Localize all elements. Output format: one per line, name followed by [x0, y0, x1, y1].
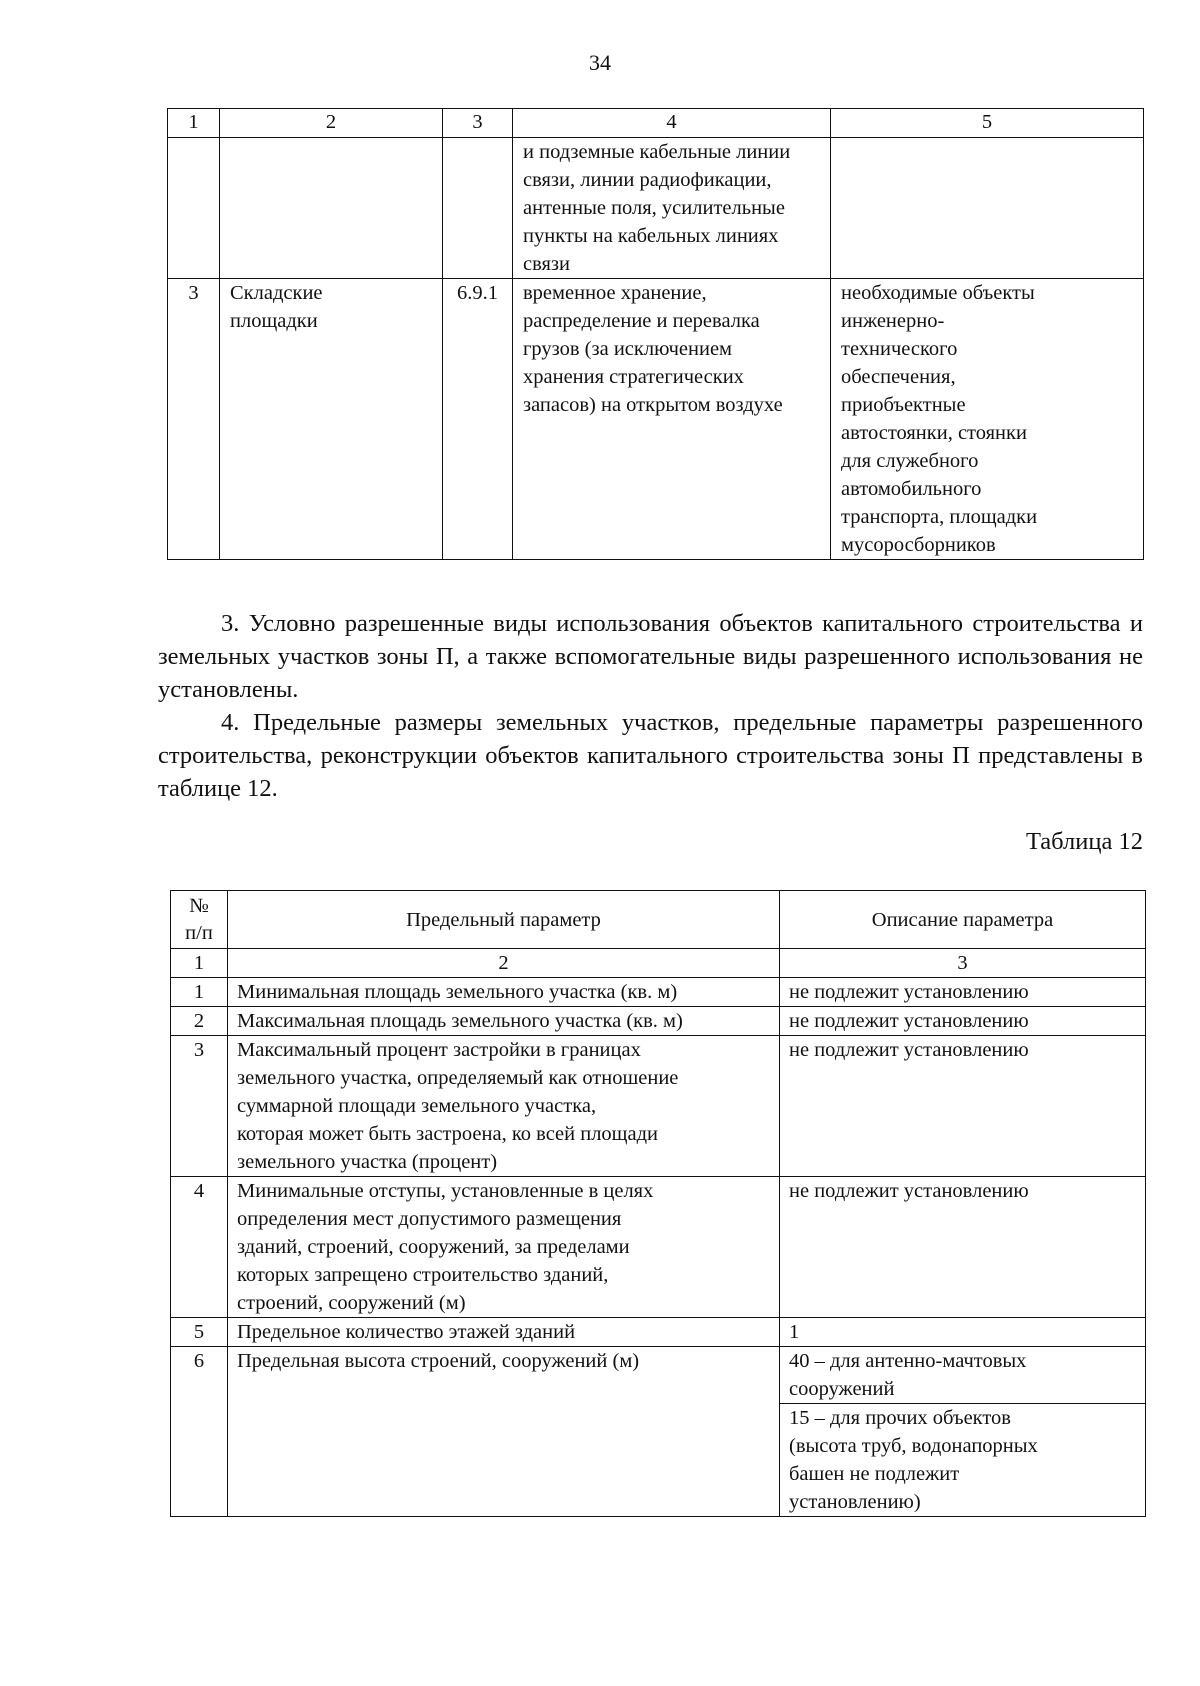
text-line: (высота труб, водонапорных [789, 1435, 1038, 1457]
param-cell [228, 978, 780, 1007]
desc-subcell [780, 1403, 1145, 1516]
desc-cell [780, 1036, 1146, 1177]
col-number: 2 [220, 109, 443, 138]
use-code [443, 138, 513, 279]
text-line: Максимальный процент застройки в границах [237, 1039, 641, 1061]
text-line: хранения стратегических [523, 366, 744, 388]
text-line: распределение и перевалка [523, 310, 760, 332]
text-line: башен не подлежит [789, 1463, 960, 1485]
table-row [171, 1318, 1146, 1347]
row-number: 1 [171, 978, 228, 1007]
text-line: приобъектные [841, 394, 966, 416]
row-number: 4 [171, 1177, 228, 1318]
text-line: обеспечения, [841, 366, 956, 388]
table-row [171, 978, 1146, 1007]
text-line: сооружений [789, 1378, 895, 1400]
col-number: 1 [168, 109, 220, 138]
col-number: 1 [171, 949, 228, 978]
text-line: которых запрещено строительство зданий, [237, 1264, 609, 1286]
param-cell [228, 1177, 780, 1318]
row-number: 3 [171, 1036, 228, 1177]
text-line: не подлежит установлению [789, 981, 1029, 1003]
page-number: 34 [589, 50, 611, 75]
col-number: 3 [443, 109, 513, 138]
header-param: Предельный параметр [228, 891, 780, 949]
limit-parameters-table [170, 890, 1146, 1517]
use-description [513, 138, 831, 279]
text-line: для служебного [841, 450, 979, 472]
column-number-row [171, 949, 1146, 978]
text-line: инженерно- [841, 310, 945, 332]
col-number: 5 [831, 109, 1144, 138]
row-number: 2 [171, 1007, 228, 1036]
param-cell [228, 1347, 780, 1517]
text-line: запасов) на открытом воздухе [523, 394, 783, 416]
text-line: не подлежит установлению [789, 1010, 1029, 1032]
table-caption: Таблица 12 [1025, 828, 1143, 855]
text-line: определения мест допустимого размещения [237, 1208, 622, 1230]
desc-cell [780, 1007, 1146, 1036]
text-line: связи, линии радиофикации, [523, 169, 772, 191]
row-number: 5 [171, 1318, 228, 1347]
paragraph-3 [158, 607, 1143, 706]
header-num [171, 891, 228, 949]
text-line: грузов (за исключением [523, 338, 733, 360]
text-line: строений, сооружений (м) [237, 1292, 466, 1314]
text-line: и подземные кабельные линии [523, 141, 791, 163]
desc-cell [780, 1177, 1146, 1318]
row-number: 6 [171, 1347, 228, 1517]
param-cell [228, 1036, 780, 1177]
text-line: которая может быть застроена, ко всей площади [237, 1123, 658, 1145]
desc-cell [780, 1347, 1146, 1517]
row-number: 3 [168, 279, 220, 560]
text-line: установлению) [789, 1491, 921, 1513]
text-line: не подлежит установлению [789, 1039, 1029, 1061]
text-line: технического [841, 338, 958, 360]
text-line: Складские [230, 282, 323, 304]
text-line: не подлежит установлению [789, 1180, 1029, 1202]
param-cell [228, 1007, 780, 1036]
text-line: Предельное количество этажей зданий [237, 1321, 576, 1343]
use-description [513, 279, 831, 560]
text-line: мусоросборников [841, 534, 996, 556]
text-line: 1 [789, 1321, 800, 1343]
text-line: автомобильного [841, 478, 982, 500]
text-line: Минимальные отступы, установленные в целях [237, 1180, 654, 1202]
text-line: 15 – для прочих объектов [789, 1407, 1011, 1429]
text-line: транспорта, площадки [841, 506, 1038, 528]
auxiliary-uses [831, 138, 1144, 279]
table-row [168, 279, 1144, 560]
table-row [171, 1177, 1146, 1318]
desc-subcell [780, 1347, 1145, 1403]
col-number: 3 [780, 949, 1146, 978]
paragraph-text: 4. Предельные размеры земельных участков, предельные параметры разрешенного строительства, реконструкции объектов капитального строительства зоны П представлены в таблице 12. [158, 709, 1143, 802]
desc-cell [780, 978, 1146, 1007]
paragraph-4 [158, 706, 1143, 805]
land-use-table [167, 108, 1144, 560]
text-line: Максимальная площадь земельного участка (кв. м) [237, 1010, 683, 1032]
text-line: необходимые объекты [841, 282, 1035, 304]
table-row [171, 1036, 1146, 1177]
text-line: суммарной площади земельного участка, [237, 1095, 597, 1117]
table-header-row [171, 891, 1146, 949]
text-line: площадки [230, 310, 318, 332]
table-header-row [168, 109, 1144, 138]
table-row [168, 138, 1144, 279]
text-line: 40 – для антенно-мачтовых [789, 1350, 1027, 1372]
table-row [171, 1347, 1146, 1517]
text-line: пункты на кабельных линиях [523, 225, 779, 247]
text-line: зданий, строений, сооружений, за пределами [237, 1236, 630, 1258]
paragraph-text: 3. Условно разрешенные виды использования объектов капитального строительства и земельных участков зоны П, а также вспомогательные виды разрешенного использования не установлены. [158, 610, 1143, 703]
header-desc: Описание параметра [780, 891, 1146, 949]
row-number [168, 138, 220, 279]
text-line: п/п [185, 921, 213, 944]
use-code: 6.9.1 [443, 279, 513, 560]
text-line: № [189, 894, 209, 917]
text-line: временное хранение, [523, 282, 707, 304]
auxiliary-uses [831, 279, 1144, 560]
text-line: земельного участка, определяемый как отношение [237, 1067, 679, 1089]
table-row [171, 1007, 1146, 1036]
text-line: автостоянки, стоянки [841, 422, 1027, 444]
desc-cell [780, 1318, 1146, 1347]
text-line: связи [523, 253, 571, 275]
use-name [220, 279, 443, 560]
use-name [220, 138, 443, 279]
text-line: антенные поля, усилительные [523, 197, 785, 219]
text-line: Минимальная площадь земельного участка (кв. м) [237, 981, 678, 1003]
col-number: 4 [513, 109, 831, 138]
text-line: Предельная высота строений, сооружений (м) [237, 1350, 640, 1372]
text-line: земельного участка (процент) [237, 1151, 498, 1173]
param-cell [228, 1318, 780, 1347]
col-number: 2 [228, 949, 780, 978]
